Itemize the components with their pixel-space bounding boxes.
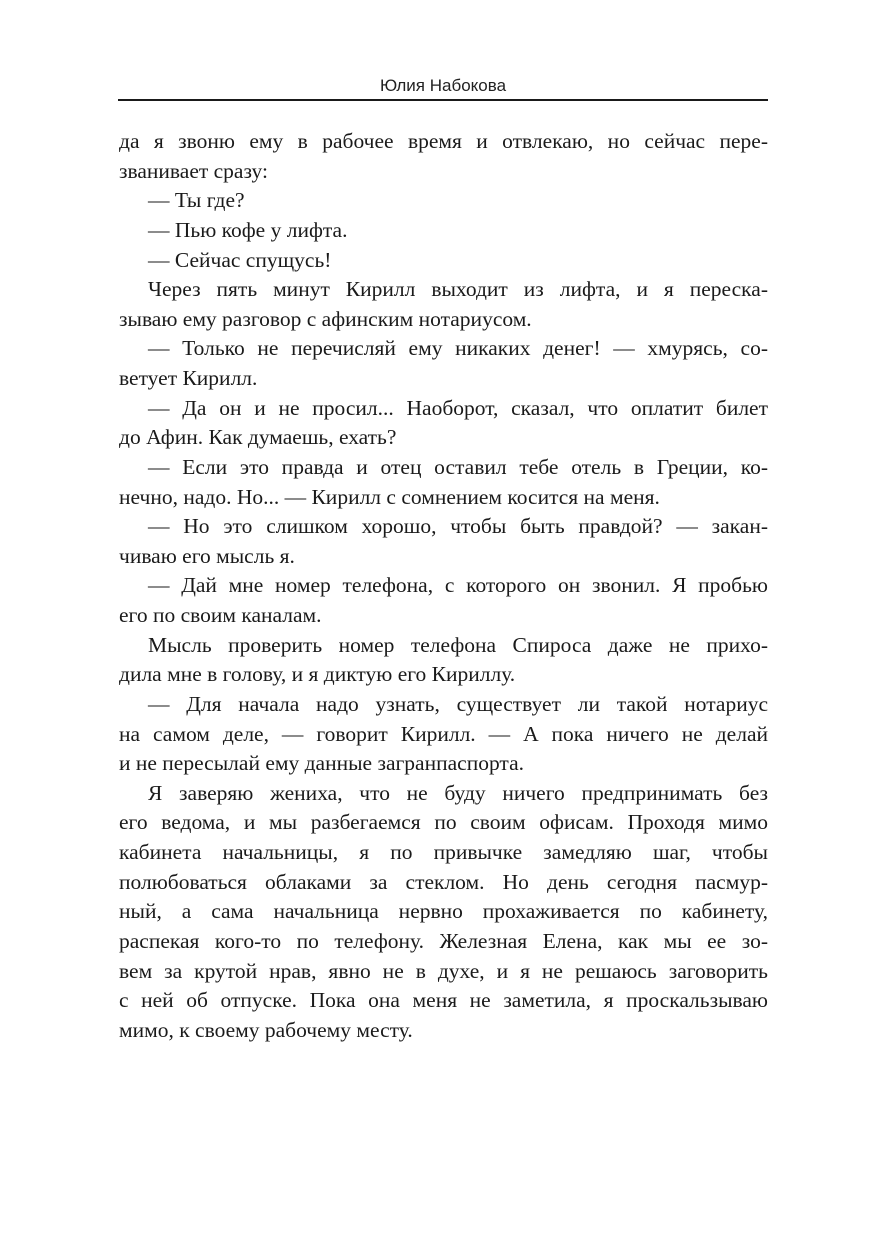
running-header: Юлия Набокова: [379, 76, 507, 95]
text-line: — Но это слишком хорошо, чтобы быть правдой? — закан-: [148, 514, 768, 539]
body-text: [119, 127, 768, 1045]
text-line: Мысль проверить номер телефона Спироса даже не прихо-: [148, 632, 768, 657]
text-line: мимо, к своему рабочему месту.: [119, 1017, 413, 1042]
text-line: вем за крутой нрав, явно не в духе, и я не решаюсь заговорить: [119, 958, 768, 983]
text-line: — Сейчас спущусь!: [148, 247, 332, 272]
text-line: нечно, надо. Но... — Кирилл с сомнением косится на меня.: [119, 484, 660, 509]
text-line: — Дай мне номер телефона, с которого он звонил. Я пробью: [148, 573, 768, 598]
text-line: на самом деле, — говорит Кирилл. — А пока ничего не делай: [119, 721, 768, 746]
text-line: — Ты где?: [148, 188, 245, 213]
text-line: званивает сразу:: [119, 158, 268, 183]
text-line: распекая кого-то по телефону. Железная Елена, как мы ее зо-: [119, 928, 768, 953]
text-line: Через пять минут Кирилл выходит из лифта, и я переска-: [148, 277, 768, 302]
header-rule: [118, 99, 768, 101]
text-line: Я заверяю жениха, что не буду ничего предпринимать без: [148, 780, 768, 805]
text-line: чиваю его мысль я.: [119, 543, 295, 568]
text-line: — Для начала надо узнать, существует ли такой нотариус: [148, 691, 768, 716]
text-line: зываю ему разговор с афинским нотариусом.: [119, 306, 532, 331]
text-line: кабинета начальницы, я по привычке замедляю шаг, чтобы: [119, 840, 768, 864]
text-line: дила мне в голову, и я диктую его Кириллу.: [119, 662, 516, 687]
text-line: с ней об отпуске. Пока она меня не заметила, я проскальзываю: [119, 988, 768, 1013]
text-line: — Только не перечисляй ему никаких денег! — хмурясь, со-: [148, 336, 768, 361]
text-line: — Если это правда и отец оставил тебе отель в Греции, ко-: [148, 454, 768, 479]
text-line: его по своим каналам.: [119, 603, 322, 627]
text-line: и не пересылай ему данные загранпаспорта.: [119, 751, 524, 776]
text-line: его ведома, и мы разбегаемся по своим офисам. Проходя мимо: [119, 810, 768, 835]
text-line: — Да он и не просил... Наоборот, сказал, что оплатит билет: [148, 395, 768, 420]
text-line: ный, а сама начальница нервно прохаживается по кабинету,: [119, 899, 768, 924]
text-line: до Афин. Как думаешь, ехать?: [119, 425, 397, 450]
text-line: полюбоваться облаками за стеклом. Но день сегодня пасмур-: [119, 869, 768, 894]
text-line: да я звоню ему в рабочее время и отвлекаю, но сейчас пере-: [119, 129, 768, 153]
text-line: ветует Кирилл.: [119, 366, 258, 390]
text-line: — Пью кофе у лифта.: [148, 217, 348, 242]
